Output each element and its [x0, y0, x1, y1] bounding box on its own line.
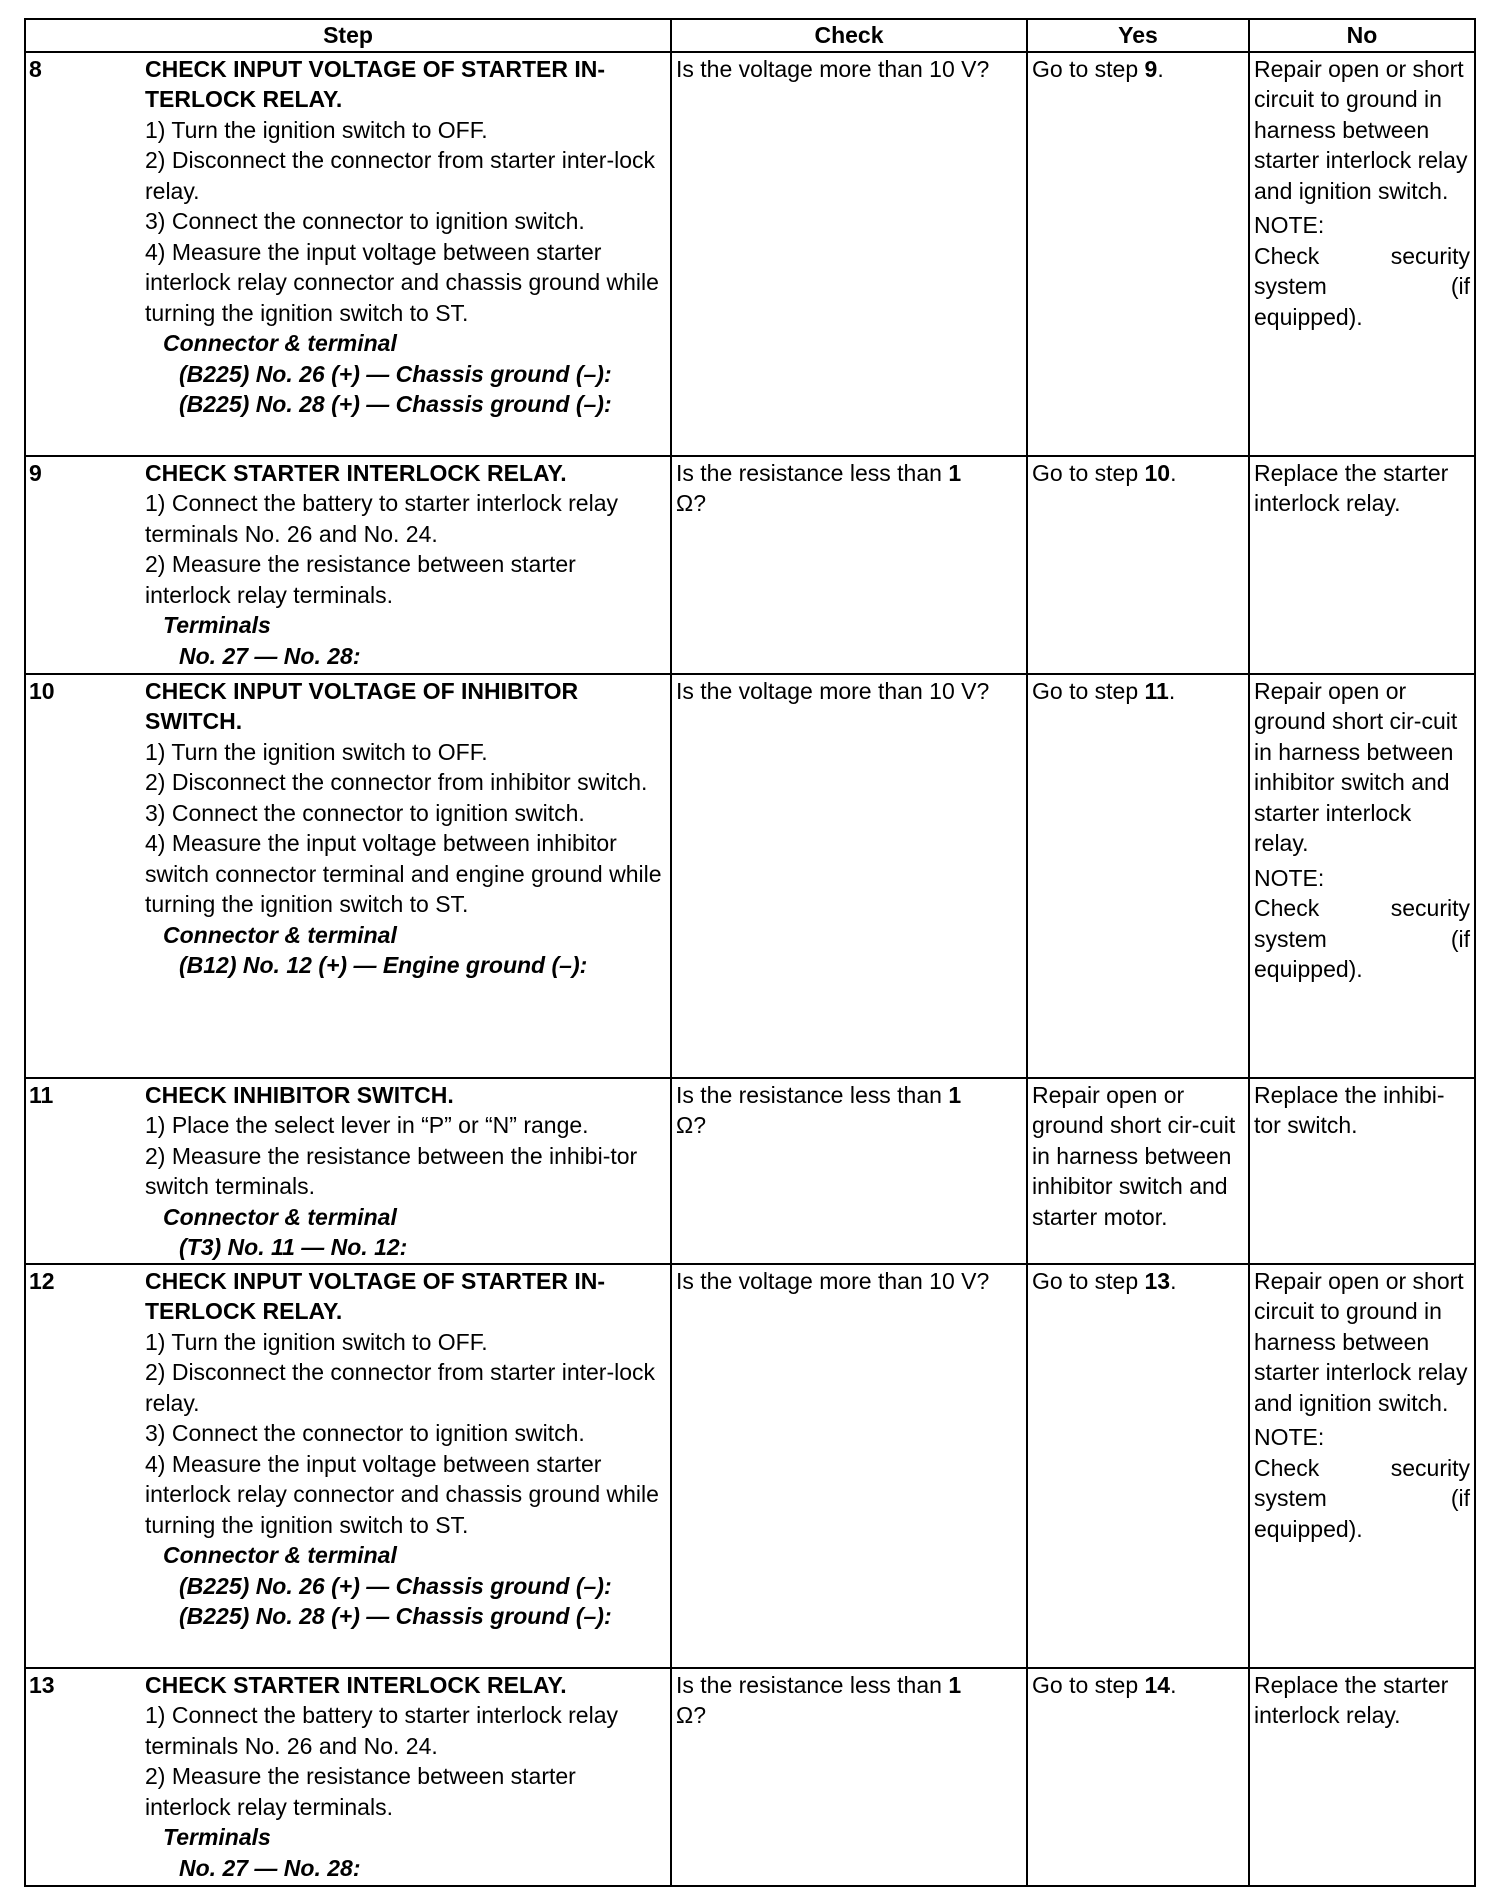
substep: 3) Connect the connector to ignition switch.: [145, 799, 585, 826]
table-row: [25, 674, 1475, 1078]
substep: 1) Connect the battery to starter interlock relay terminals No. 26 and No. 24.: [145, 490, 618, 547]
step-description: [145, 52, 671, 456]
no-text: Replace the starter interlock relay.: [1254, 1671, 1449, 1728]
header-no: No: [1249, 19, 1475, 52]
step-number: 12: [25, 1264, 145, 1668]
step-description: [145, 674, 671, 1078]
table-header-row: [25, 19, 1475, 52]
substep: 1) Connect the battery to starter interlock relay terminals No. 26 and No. 24.: [145, 1702, 618, 1759]
no-text: Replace the inhibi-tor switch.: [1254, 1081, 1445, 1138]
table-row: [25, 1078, 1475, 1264]
terminal-item: No. 27 — No. 28:: [179, 1854, 361, 1881]
terminal-item: (B225) No. 26 (+) — Chassis ground (–):: [179, 1572, 612, 1599]
substep: 1) Turn the ignition switch to OFF.: [145, 116, 488, 143]
terminal-item: (B225) No. 28 (+) — Chassis ground (–):: [179, 391, 612, 417]
substep: 2) Disconnect the connector from starter inter-lock relay.: [145, 147, 656, 204]
yes-step-ref: 14: [1144, 1671, 1171, 1698]
substep: 3) Connect the connector to ignition switch.: [145, 1420, 585, 1446]
terminal-item: (B225) No. 28 (+) — Chassis ground (–):: [179, 1603, 612, 1629]
diagnostic-table-page: [24, 18, 1474, 1887]
note-word: Check: [1254, 1454, 1320, 1481]
substep: 4) Measure the input voltage between inhibitor switch connector terminal and engine ground while turning the ignition switch to ST.: [145, 830, 662, 917]
check-cell: [671, 456, 1027, 674]
yes-text: Go to step: [1032, 677, 1145, 704]
yes-step-ref: 9: [1144, 55, 1158, 82]
check-text: Is the resistance less than: [676, 459, 949, 486]
note-line: [1254, 893, 1470, 924]
substep: 2) Disconnect the connector from starter inter-lock relay.: [145, 1359, 656, 1416]
check-text: Is the resistance less than: [676, 1671, 949, 1698]
yes-text: Go to step: [1032, 459, 1145, 486]
step-title: [145, 54, 666, 115]
note-line: equipped).: [1254, 956, 1363, 982]
note-word: security: [1390, 895, 1470, 921]
yes-cell: [1027, 456, 1249, 674]
yes-suffix: .: [1157, 55, 1164, 82]
step-number: 11: [25, 1078, 145, 1264]
note-heading: NOTE:: [1254, 864, 1325, 891]
note-word: security: [1390, 242, 1470, 269]
substep: 2) Measure the resistance between starter interlock relay terminals.: [145, 1763, 576, 1820]
table-row: [25, 1668, 1475, 1886]
check-value: 1: [948, 1671, 962, 1698]
terminal-item: No. 27 — No. 28:: [179, 642, 361, 669]
step-number: 10: [25, 674, 145, 1078]
check-cell: [671, 1668, 1027, 1886]
note-heading: NOTE:: [1254, 212, 1325, 238]
yes-text: Go to step: [1032, 55, 1145, 82]
yes-suffix: .: [1170, 1671, 1177, 1698]
yes-cell: Repair open or ground short cir-cuit in harness between inhibitor switch and starter motor.: [1027, 1078, 1249, 1264]
step-title-line: TERLOCK RELAY.: [145, 1298, 343, 1324]
note-word: Check: [1254, 242, 1320, 269]
yes-cell: [1027, 674, 1249, 1078]
substep: 3) Connect the connector to ignition switch.: [145, 208, 585, 234]
check-cell: Is the voltage more than 10 V?: [671, 52, 1027, 456]
substep: 2) Disconnect the connector from inhibitor switch.: [145, 769, 648, 795]
no-text: Repair open or ground short cir-cuit in harness between inhibitor switch and starter interlock relay.: [1254, 677, 1458, 856]
step-title: CHECK STARTER INTERLOCK RELAY.: [145, 459, 567, 486]
check-value: 1: [948, 459, 962, 486]
no-cell: [1249, 674, 1475, 1078]
note-line: [1254, 924, 1470, 955]
subheading: Connector & terminal: [163, 1203, 397, 1230]
subheading: Terminals: [163, 612, 271, 638]
substep: 2) Measure the resistance between the inhibi-tor switch terminals.: [145, 1142, 638, 1199]
subheading: Connector & terminal: [163, 921, 397, 948]
note-heading: NOTE:: [1254, 1424, 1325, 1450]
substep: 4) Measure the input voltage between starter interlock relay connector and chassis ground while turning the ignition switch to ST.: [145, 238, 659, 326]
step-description: [145, 456, 671, 674]
yes-text: Go to step: [1032, 1671, 1145, 1698]
check-text: Is the resistance less than: [676, 1081, 949, 1108]
note-line: equipped).: [1254, 303, 1363, 330]
substep: 2) Measure the resistance between starter interlock relay terminals.: [145, 551, 576, 608]
no-cell: [1249, 52, 1475, 456]
note-word: system: [1254, 273, 1327, 299]
no-text: Replace the starter interlock relay.: [1254, 459, 1449, 516]
note-line: [1254, 1453, 1470, 1484]
note-word: (if: [1450, 273, 1470, 299]
note-word: security: [1390, 1454, 1470, 1481]
no-text: Repair open or short circuit to ground in harness between starter interlock relay and ignition switch.: [1254, 55, 1468, 204]
no-cell: [1249, 1668, 1475, 1886]
yes-cell: [1027, 1668, 1249, 1886]
step-description: [145, 1668, 671, 1886]
terminal-item: (B225) No. 26 (+) — Chassis ground (–):: [179, 360, 612, 387]
yes-suffix: .: [1170, 459, 1177, 486]
table-row: [25, 1264, 1475, 1668]
step-title: [145, 1266, 666, 1327]
step-title-line: CHECK INPUT VOLTAGE OF STARTER IN-: [145, 1267, 605, 1294]
yes-step-ref: 13: [1144, 1267, 1171, 1294]
terminal-item: (T3) No. 11 — No. 12:: [179, 1234, 408, 1260]
no-cell: [1249, 1264, 1475, 1668]
note-word: Check: [1254, 895, 1320, 921]
yes-cell: [1027, 52, 1249, 456]
substep: 1) Turn the ignition switch to OFF.: [145, 1328, 488, 1355]
step-number: 8: [25, 52, 145, 456]
step-title: CHECK STARTER INTERLOCK RELAY.: [145, 1671, 567, 1698]
diagnostic-table: [24, 18, 1476, 1887]
subheading: Terminals: [163, 1824, 271, 1850]
check-value: 1: [948, 1081, 962, 1108]
terminal-item: (B12) No. 12 (+) — Engine ground (–):: [179, 952, 588, 978]
table-row: [25, 52, 1475, 456]
step-title: CHECK INHIBITOR SWITCH.: [145, 1081, 454, 1108]
check-unit: Ω?: [676, 1112, 706, 1138]
step-number: 13: [25, 1668, 145, 1886]
step-title-line: CHECK INPUT VOLTAGE OF STARTER IN-: [145, 55, 605, 82]
yes-suffix: .: [1168, 677, 1176, 704]
table-row: [25, 456, 1475, 674]
note-word: system: [1254, 925, 1327, 952]
note-word: (if: [1450, 1485, 1470, 1511]
yes-step-ref: 10: [1144, 459, 1171, 486]
note-line: [1254, 241, 1470, 272]
check-unit: Ω?: [676, 1702, 706, 1728]
header-step: Step: [25, 19, 671, 52]
no-cell: [1249, 456, 1475, 674]
no-text: Repair open or short circuit to ground in harness between starter interlock relay and ignition switch.: [1254, 1267, 1468, 1416]
step-title-line: TERLOCK RELAY.: [145, 86, 343, 112]
check-cell: Is the voltage more than 10 V?: [671, 1264, 1027, 1668]
substep: 1) Turn the ignition switch to OFF.: [145, 738, 488, 765]
step-description: [145, 1264, 671, 1668]
substep: 4) Measure the input voltage between starter interlock relay connector and chassis ground while turning the ignition switch to ST.: [145, 1450, 659, 1538]
substep: 1) Place the select lever in “P” or “N” range.: [145, 1112, 589, 1138]
subheading: Connector & terminal: [163, 1542, 397, 1568]
no-cell: [1249, 1078, 1475, 1264]
step-number: 9: [25, 456, 145, 674]
note-line: [1254, 1483, 1470, 1514]
note-word: system: [1254, 1485, 1327, 1511]
check-unit: Ω?: [676, 490, 706, 516]
yes-step-ref: 11: [1144, 677, 1169, 704]
check-cell: Is the voltage more than 10 V?: [671, 674, 1027, 1078]
check-cell: [671, 1078, 1027, 1264]
step-title: CHECK INPUT VOLTAGE OF INHIBITOR SWITCH.: [145, 677, 579, 734]
note-line: equipped).: [1254, 1515, 1363, 1542]
step-description: [145, 1078, 671, 1264]
subheading: Connector & terminal: [163, 330, 397, 356]
header-yes: Yes: [1027, 19, 1249, 52]
yes-suffix: .: [1170, 1267, 1177, 1294]
header-check: Check: [671, 19, 1027, 52]
note-word: (if: [1450, 925, 1470, 952]
note-line: [1254, 271, 1470, 302]
yes-text: Go to step: [1032, 1267, 1145, 1294]
yes-cell: [1027, 1264, 1249, 1668]
